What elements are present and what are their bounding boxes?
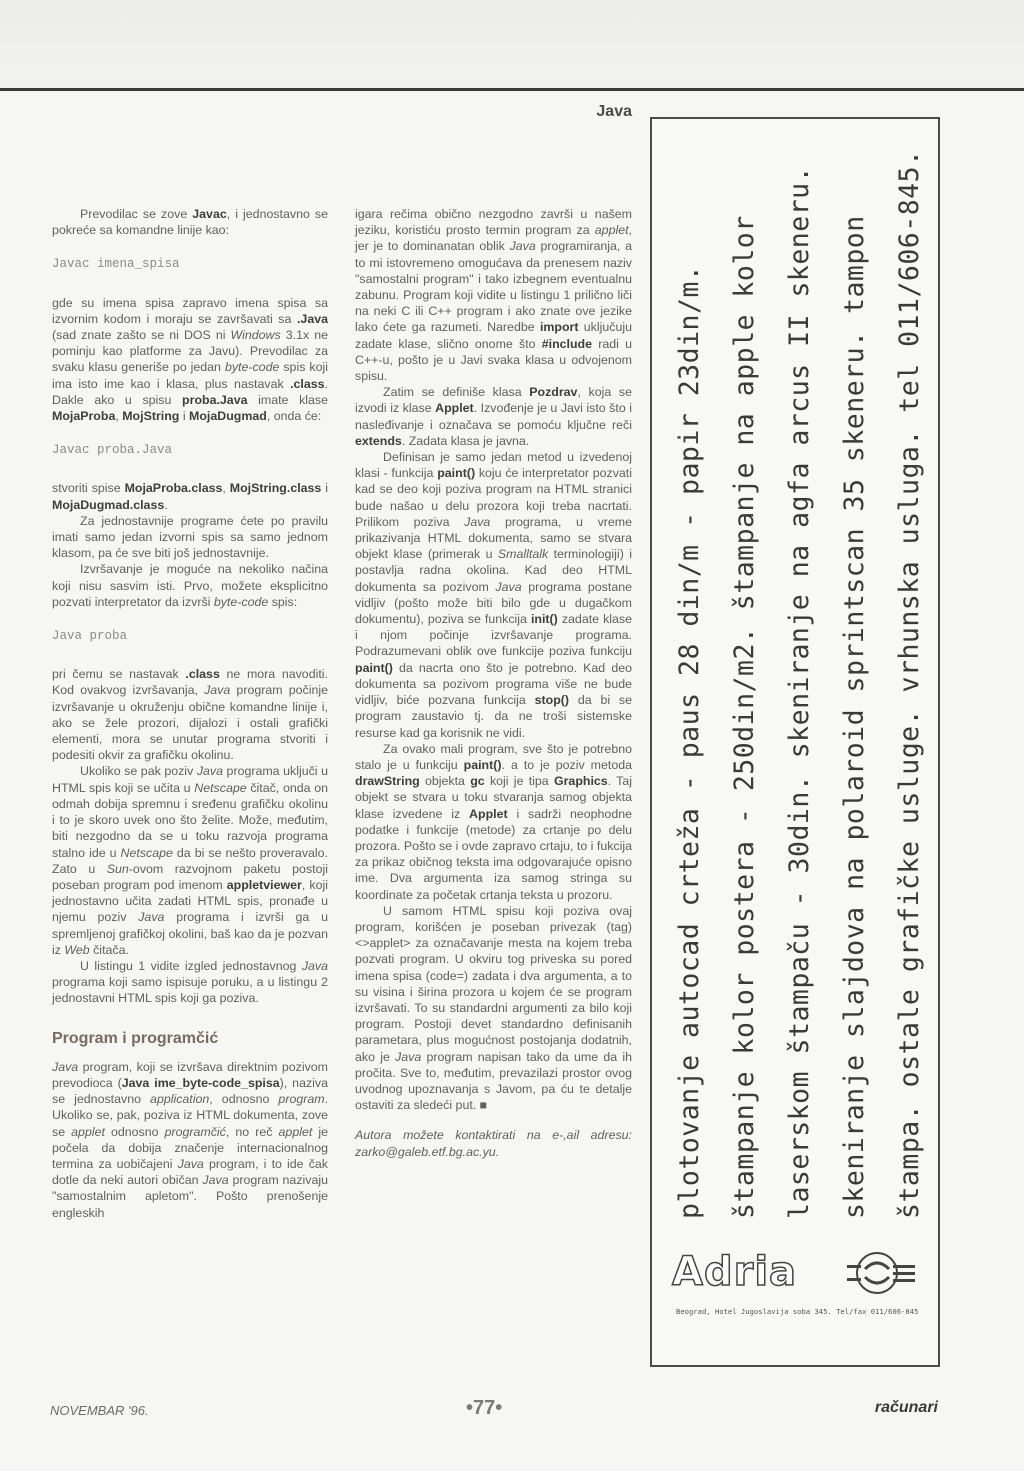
code-line: Java proba [52,629,128,644]
adria-logo: Adria [672,1249,922,1299]
paragraph: pri čemu se nastavak .class ne mora navoditi. Kod ovakvog izvršavanja, Java program počinje izvršavanje u okruženju obične komandne linije i, ako se žele prozori, dijalozi i ostali grafički elementi, mora se unutar programa stvoriti i podesiti okvir za grafičku okolinu. [52,667,328,763]
code-line: Javac imena_spisa [52,257,180,272]
top-band [0,0,1024,92]
article-column-2 [355,206,632,1160]
issue-date: NOVEMBAR '96. [50,1403,149,1418]
ad-line: štampanje kolor postera - 250din/m2. štampanje na apple kolor [729,215,760,1219]
ad-line: štampa. ostale grafičke usluge. vrhunska usluga. tel 011/606-845. [894,149,925,1219]
ad-address: Beograd, Hotel Jugoslavija soba 345. Tel/fax 011/606-845 [676,1307,919,1316]
paragraph: Java program, koji se izvršava direktnim pozivom prevodioca (Java ime_byte-code_spisa), naziva se jednostavno application, odnosno program. Ukoliko se, pak, poziva iz HTML dokumenta, zove se applet odnosno programčić, no reč applet je počela da dobija značenje internacionalnog termina za uobičajeni Java program, i to ide čak dotle da neki autori običan Java program nazivaju "samostalnim apletom". Pošto prenošenje engleskih [52,1059,329,1220]
top-rule [0,88,1024,91]
paragraph: Prevodilac se zove Javac, i jednostavno se pokreće sa komandne linije kao: [52,207,328,238]
page-number: •77• [466,1397,503,1419]
section-title: Java [596,103,632,120]
paragraph: Za ovako mali program, sve što je potrebno stalo je u funkciju paint(). a to je poziv metoda drawString objekta gc koji je tipa Graphics. Taj objekt se stvara u toku stvaranja samog objekta klase izvedene iz Applet i sadrži neophodne podatke i funkcije (metode) za crtanje po delu prozora. Pošto se i ovde zapravo crtaju, to i fukcija za prikaz običnog teksta ima odgovarajuće opisno ime. Dva argumenta iza samog stringa su koordinate za početak crtanja teksta u prozoru. [355,741,633,902]
subheading: Program i programčić [52,1029,219,1047]
paragraph: U listingu 1 vidite izgled jednostavnog Java programa koji samo ispisuje poruku, a u listingu 2 jednostavni HTML spis koji ga poziva. [52,958,328,1006]
paragraph: gde su imena spisa zapravo imena spisa sa izvornim kodom i moraju se završavati sa .Java (sad znate zašto se ni DOS ni Windows 3.1x ne pominju kao platforme za Javu). Prevodilac za svaku klasu generiše po jedan byte-code spis koji ima isto ime kao i klasa, plus nastavak .class. Dakle ako u spisu proba.Java imate klase MojaProba, MojString i MojaDugmad, onda će: [52,295,328,424]
paragraph: Ukoliko se pak poziv Java programa uključi u HTML spis koji se učita u Netscape čitač, onda on odmah dobija spremnu i sređenu grafičku okolinu i to je skoro uvek ono što želite. Može, međutim, biti nezgodno da se u toku razvoja programa stalno ide u Netscape da bi se nešto proveravalo. Zato u Sun-ovom razvojnom paketu postoji poseban program pod imenom appletviewer, koji jednostavno učita zadati HTML spis, pronađe u njemu poziv Java programa i izvrši ga u spremljenoj grafičkoj okolini, baš kao da je pozvan iz Web čitača. [52,764,328,957]
paragraph: U samom HTML spisu koji poziva ovaj program, korišćen je poseban privezak (tag) <>applet> za označavanje mesta na kojem treba pozvati program. U okviru tog priveska su pored imena spisa (code=) zadata i dva argumenta, a to su visina i širina prozora u kojem će se program izvršavati. To su standardni argumenti za bilo koji program. Postoji devet standardno definisanih parametara, plus mogućnost postojanja dodatnih, ako je Java program napisan tako da ume da ih pročita. Sve to, međutim, prevazilazi prostor ovog uvodnog upoznavanja s Javom, pa ću te detalje ostaviti za sledeći put. ■ [355,903,632,1113]
article-column-1 [52,206,328,1221]
ad-line: skeniranje slajdova na polaroid sprintscan 35 skeneru. tampon [839,215,870,1219]
code-line: Javac proba.Java [52,443,173,458]
author-contact: Autora možete kontaktirati na e-,ail adresu: zarko@galeb.etf.bg.ac.yu. [355,1128,632,1159]
paragraph: Za jednostavnije programe ćete po pravilu imati samo jedan izvorni spis sa samo jednom klasom, pa će sve biti još jednostavnije. [52,513,328,561]
paragraph: Zatim se definiše klasa Pozdrav, koja se izvodi iz klase Applet. Izvođenje je u Javi isto što i nasleđivanje i označava se pomoću ključne reči extends. Zadata klasa je javna. [355,385,632,448]
paragraph: Izvršavanje je moguće na nekoliko načina koji nisu sasvim isti. Prvo, možete eksplicitno pozvati interpretator da izvrši byte-code spis: [52,562,328,609]
ad-line: plotovanje autocad crteža - paus 28 din/m - papir 23din/m. [674,264,705,1219]
logo-emblem-icon [847,1249,917,1297]
paragraph: stvoriti spise MojaProba.class, MojString.class i MojaDugmad.class. [52,481,329,512]
paragraph: igara rečima obično nezgodno završi u našem jeziku, koristiću prosto termin program za applet, jer je to dominanatan oblik Java programiranja, a to mi istovremeno omogućava da prenesem naziv "samostalni program" i tako izbegnem eventualnu zabunu. Program koji vidite u listingu 1 prilično liči na neki C ili C++ program i ako znate ove jezike lako ćete ga razumeti. Naredbe import uključuju zadate klase, slično onome što #include radi u C++-u, pošto je u Javi svaka klasa u odvojenom spisu. [355,207,632,384]
paragraph: Definisan je samo jedan metod u izvedenoj klasi - funkcija paint() koju će interpretator pozvati kad se deo koji poziva program na HTML stranici bude našao u delu prozora koji treba nacrtati. Prilikom poziva Java programa, u vreme prikazivanja HTML dokumenta, samo se stvara objekt klase (primerak u Smalltalk terminologiji) i postavlja radna okolina. Kad deo HTML dokumenta sa pozivom Java programa postane vidljiv (pošto može biti bilo gde u dugačkom dokumentu), poziva se funkcija init() zadate klase i njom počinje izvršavanje programa. Podrazumevani oblik ove funkcije poziva funkciju paint() da nacrta ono što je potrebno. Kad deo dokumenta sa pozivom programa više ne bude vidljiv, biće pozvana funkcija stop() da bi se program zaustavio tj. da ne troši sistemske resurse kad ga korisnik ne vidi. [355,450,633,740]
magazine-name: računari [874,1399,938,1416]
advertisement-box [650,117,940,1367]
ad-rotated-text [662,129,937,1219]
ad-line: laserskom štampaču - 30din. skeniranje na agfa arcus II skeneru. [784,165,815,1219]
